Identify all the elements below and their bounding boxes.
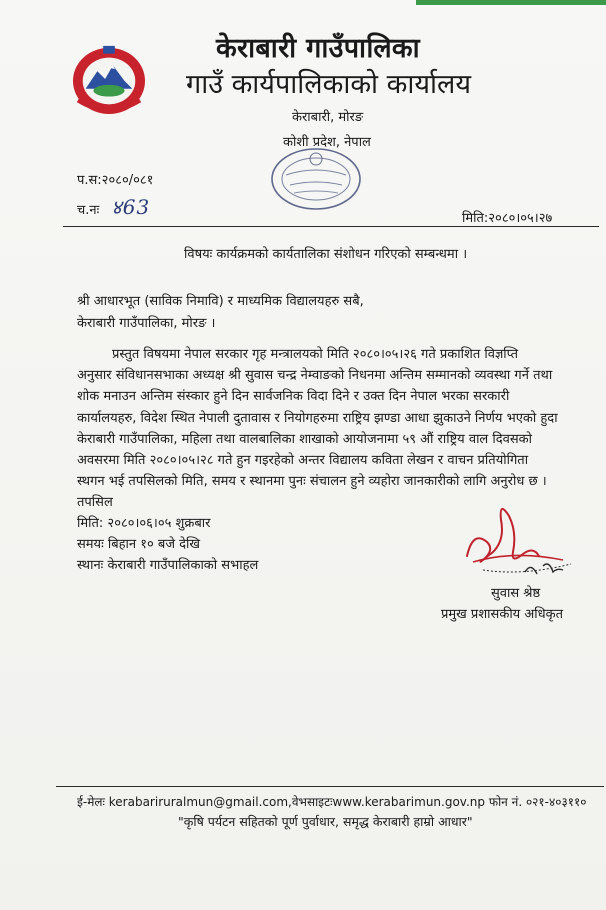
top-accent-strip: [416, 0, 606, 5]
location-line-2: कोशी प्रदेश, नेपाल: [283, 135, 371, 150]
letter-date: मिति:२०८०।०५।२७: [462, 211, 553, 226]
signatory-title: प्रमुख प्रशासकीय अधिकृत: [441, 607, 564, 622]
addressee-line-1: श्री आधारभूत (साविक निमावि) र माध्यमिक विद्यालयहरु सबै,: [77, 294, 364, 309]
footer-contact: ई-मेलः kerabariruralmun@gmail.com,वेभसाइटःwww.kerabarimun.gov.np फोन नं. ०२१-४०३११०: [77, 795, 587, 809]
body-line-5: केराबारी गाउँपालिका, महिला तथा वालबालिका शाखाको आयोजनामा ५९ औं राष्ट्रिय वाल दिवसको: [77, 432, 533, 447]
office-title: गाउँ कार्यपालिकाको कार्यालय: [186, 69, 471, 100]
nepal-emblem-icon: [70, 42, 148, 116]
body-line-3: शोक मनाउन अन्तिम संस्कार हुने दिन सार्वजनिक विदा दिने र उक्त दिन नेपाल भरका सरकारी: [77, 389, 510, 404]
details-place: स्थानः केराबारी गाउँपालिकाको सभाहल: [77, 558, 259, 573]
dispatch-number: [77, 193, 150, 220]
body-line-4: कार्यालयहरु, विदेश स्थित नेपाली दुतावास र नियोगहरुमा राष्ट्रिय झण्डा आधा झुकाउने निर्णय भएको हुदा: [77, 411, 558, 426]
signatory-name: सुवास श्रेष्ठ: [491, 586, 541, 601]
details-time: समयः बिहान १० बजे देखि: [77, 537, 201, 552]
dispatch-number-handwritten: ४63: [111, 195, 151, 219]
header-divider: [63, 226, 599, 227]
footer-divider: [56, 786, 604, 787]
details-heading: तपसिल: [77, 495, 113, 510]
office-stamp: [262, 135, 370, 217]
details-date: मिति: २०८०।०६।०५ शुक्रबार: [77, 516, 211, 531]
reference-number: प.स:२०८०/०८१: [77, 173, 154, 188]
body-line-6: अवसरमा मिति २०८०।०५।२८ गते हुन गइरहेको अन्तर विद्यालय कविता लेखन र वाचन प्रतियोगिता: [77, 453, 529, 468]
body-line-7: स्थगन भई तपसिलको मिति, समय र स्थानमा पुनः संचालन हुने व्यहोरा जानकारीको लागि अनुरोध छ ।: [77, 474, 547, 489]
body-line-1: प्रस्तुत विषयमा नेपाल सरकार गृह मन्त्रालयको मिति २०८०।०५।२६ गते प्रकाशित विज्ञप्ति: [112, 347, 519, 362]
addressee-line-2: केराबारी गाउँपालिका, मोरङ ।: [77, 316, 216, 331]
body-line-2: अनुसार संविधानसभाका अध्यक्ष श्री सुवास चन्द्र नेम्वाङको निधनमा अन्तिम सम्मानको व्यवस्था गर्ने तथा: [77, 368, 553, 383]
municipality-title: केराबारी गाउँपालिका: [216, 33, 420, 64]
dispatch-label: च.नः: [77, 203, 100, 218]
subject-line: विषयः कार्यक्रमको कार्यतालिका संशोधन गरिएको सम्बन्धमा ।: [184, 247, 468, 262]
location-line-1: केराबारी, मोरङ: [292, 110, 364, 125]
footer-motto: "कृषि पर्यटन सहितको पूर्ण पुर्वाधार, समृद्ध केराबारी हाम्रो आधार": [178, 814, 473, 829]
signature: [453, 490, 583, 590]
